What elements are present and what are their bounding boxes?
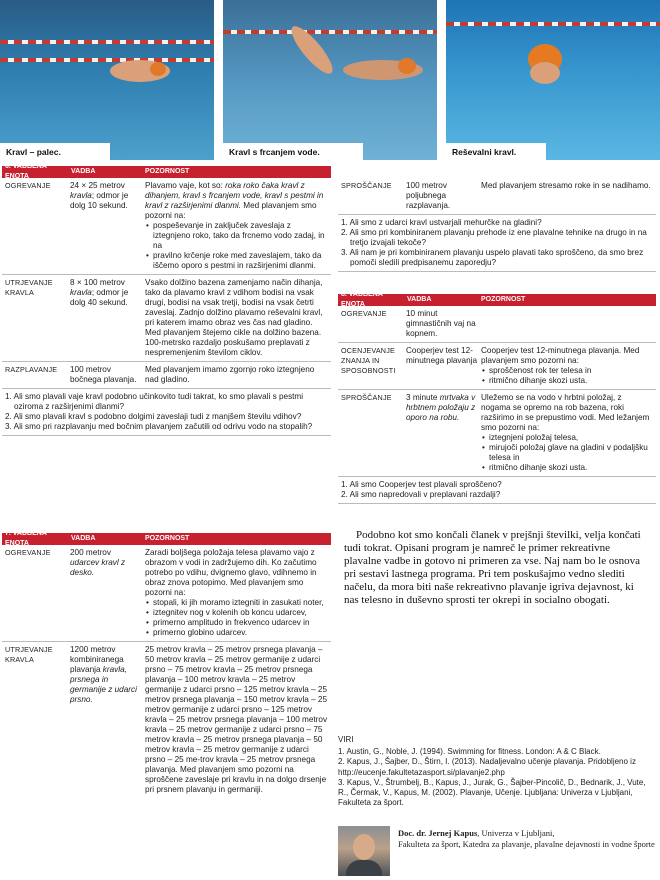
table-header [2,530,331,547]
row-focus: 25 metrov kravla – 25 metrov prsnega plavanja – 50 metrov kravla – 25 metrov germanije z udarci prsno – 75 metrov kravla – 25 metrov prsnega plavanja – 100 metrov kravla – 25 metrov germanije z udarci prsno – 125 metrov kravla – 25 metrov prsnega plavanja – 150 metrov kravla – 25 metrov germanije z udarci prsno – 125 metrov kravla – 25 metrov prsnega plavanja – 100 metrov kravla – 25 metrov germanije z udarci prsno – 75 metrov kravla – 25 metrov prsnega plavanja – 50 metrov kravla – 25 metrov germanije z udarci prsno – 25 me-trov kravla – 25 metrov prsnega plavanja. Med plavanjem smo pozorni na sproščene zaveslaje pri kravlu in na dolgo drsenje pri prsnem plavanju in germaniji. [145,645,328,794]
question: 2. Ali smo napredovali v preplavani razdalji? [341,490,501,499]
photo-kravl-frcanje [223,0,437,160]
row-exercise: 100 metrov poljubnega razplavanja. [406,181,451,210]
row-exercise: Cooperjev test 12-minutnega plavanja [406,346,478,365]
list-item: • ritmično dihanje skozi usta. [481,463,653,473]
author-face [353,834,375,860]
table-unit-6 [2,163,331,436]
row-exercise: 3 minute mrtvaka v hrbtnem položaju z oporo na robu. [406,393,476,422]
row-focus: Med plavanjem imamo zgornjo roko iztegnjeno nad gladino. [145,365,315,384]
list-item: • ritmično dihanje skozi usta. [481,376,653,386]
control-questions [338,477,656,504]
table-header [2,163,331,180]
row-focus: Vsako dolžino bazena zamenjamo način dihanja, tako da plavamo kravl z vdihom bodisi na vsak drugi, bodisi na vsak tretji, bodisi na vsak četrti zaveslaj. Zadnjo dolžino plavamo reševalni kravl, pri katerem imamo obraz ves čas nad gladino. Med plavanjem štejemo cikle na dolžino bazena. 100-metrsko razdaljo poskušamo preplavati z nespremenjenim številom ciklov. [145,278,323,357]
header-focus: POZORNOST [481,296,526,303]
row-exercise: 8 × 100 metrov kravla; odmor je dolg 40 sekund. [70,278,129,307]
list-item: • iztegnjeni položaj telesa, [481,433,653,443]
list-item: • mirujoči položaj glave na gladini v podaljšku telesa in [481,443,653,463]
header-focus: POZORNOST [145,168,190,175]
question: 1. Ali smo Cooperjev test plavali sproščeno? [341,480,502,489]
table-row [338,178,656,215]
source-item: 1. Austin, G., Noble, J. (1994). Swimming for fitness. London: A & C Black. [338,747,601,757]
lane-rope [0,58,214,62]
question: 2. Ali smo plavali kravl s podobno dolgimi zaveslaji tudi z manjšem številu vdihov? [5,412,302,421]
row-focus: Uležemo se na vodo v hrbtni položaj, z nogama se opremo na rob bazena, roki razširimo in se prepustimo vodi. Med ležanjem smo pozorni na: • iztegnjeni položaj telesa, • mirujoči položaj glave na gladini v podaljšku telesa in • ritmično dihanje skozi usta. [478,393,656,473]
header-unit: 6. VADBENA ENOTA [5,163,47,180]
row-focus: Zaradi boljšega položaja telesa plavamo vajo z obrazom v vodi in zadržujemo dih. Ko začutimo potrebo po vdihu, dvignemo glavo, vdihnemo in obraz znova potopimo. Med plavanjem smo pozorni na: • stopali, ki jih moramo iztegniti in zasukati noter, • iztegnitev nog v kolenih ob koncu udarcev, • primerno amplitudo in frekvenco udarcev in • primerno globino udarcev. [142,548,331,638]
pool-water [223,0,437,160]
row-label: SPROŠČANJE [341,181,392,190]
row-label: UTRJEVANJE KRAVLA [5,645,53,664]
row-exercise: 24 × 25 metrov kravla; odmor je dolg 10 sekund. [70,181,129,210]
header-focus: POZORNOST [145,535,190,542]
swim-cap [398,58,416,74]
author-shirt [346,860,382,876]
table-row [2,362,331,389]
photo-caption: Kravl s frcanjem vode. [223,143,363,160]
row-exercise: 200 metrov udarcev kravl z desko. [70,548,126,577]
header-exercise: VADBA [407,296,432,303]
author-department: Fakulteta za šport, Katedra za plavanje, plavalne dejavnosti in vodne športe [398,838,655,849]
swimmer-face [530,62,560,84]
row-label: UTRJEVANJE KRAVLA [5,278,53,297]
list-item: • pravilno krčenje roke med zaveslajem, tako da iščemo oporo s pestmi in razširjenimi dlanmi. [145,251,328,271]
table-row [338,390,656,477]
list-item: • sproščenost rok ter telesa in [481,366,653,376]
swim-cap [150,62,166,76]
list-item: • primerno amplitudo in frekvenco udarcev in [145,618,328,628]
table-unit-7-continued [338,178,656,272]
table-row [2,178,331,275]
row-focus: Cooperjev test 12-minutnega plavanja. Med plavanjem smo pozorni na: • sproščenost rok ter telesa in • ritmično dihanje skozi usta. [478,346,656,386]
control-questions [338,215,656,272]
row-label: RAZPLAVANJE [5,365,58,374]
closing-paragraph: Podobno kot smo končali članek v prejšnji številki, velja končati tudi tokrat. Opisani program je namreč le primer rekreativne plavalne vadbe in gotovo ni primeren za vse. Naj nam bo le osnova pri sestavi lastnega programa. Pri tem poskušajmo vedno slediti načelu, da mora biti naše rekreativno plavanje igriva dejavnost, ki nas telesno in duševno sprosti ter okrepi in socialno obogati. [344,529,641,606]
row-exercise: 100 metrov bočnega plavanja. [70,365,137,384]
list-item: • stopali, ki jih moramo iztegniti in zasukati noter, [145,598,328,608]
header-unit: 8. VADBENA ENOTA [341,291,383,308]
table-row [2,642,331,798]
author-text [390,826,655,876]
photo-caption: Kravl – palec. [0,143,110,160]
header-unit: 7. VADBENA ENOTA [5,530,47,547]
row-label: SPROŠČANJE [341,393,392,402]
sources [338,735,656,808]
row-label: OGREVANJE [341,309,387,318]
lane-rope [0,40,214,44]
header-exercise: VADBA [71,168,96,175]
photo-resevalni-kravl [446,0,660,160]
author-name: Doc. dr. Jernej Kapus [398,828,478,838]
list-item: • iztegnitev nog v kolenih ob koncu udarcev, [145,608,328,618]
row-label: OGREVANJE [5,181,51,190]
photo-caption: Reševalni kravl. [446,143,546,160]
source-item: 2. Kapus, J., Šajber, D., Štirn, I. (2013). Nadaljevalno učenje plavanja. Pridobljeno iz http://eucenje.fakultetazasport.si/plavanje2.php [338,757,636,777]
lane-rope [446,22,660,26]
source-item: 3. Kapus, V., Štrumbelj, B., Kapus, J., Jurak, G., Šajber-Pincolič, D., Bednarik, J., Vute, R., Čermak, V., Kapus, M. (2002). Plavanje, Učenje. Ljubljana: Univerza v Ljubljani, Fakulteta za šport. [338,777,646,808]
table-unit-7 [2,530,331,798]
table-header [338,291,656,308]
row-label: OGREVANJE [5,548,51,557]
lane-rope [223,30,437,34]
row-focus: Plavamo vaje, kot so: roka roko čaka kravl z dihanjem, kravl s frcanjem vode, kravl s pestmi in kravl z razširjenimi dlanmi. Med plavanjem smo pozorni na: • pospeševanje in zaključek zaveslaja z iztegnjeno roko, tako da frcnemo vodo zadaj, in na • pravilno krčenje roke med zaveslajem, tako da iščemo oporo s pestmi in razširjenimi dlanmi. [142,181,331,271]
author-affiliation: , Univerza v Ljubljani, [477,828,555,838]
row-exercise: 1200 metrov kombiniranega plavanja kravla, prsnega in germanije z udarci prsno. [70,645,137,704]
question: 1. Ali smo z udarci kravl ustvarjali mehurčke na gladini? [341,218,542,227]
question: 3. Ali smo pri razplavanju med bočnim plavanjem začutili od odrivu vodo na stopalih? [5,422,313,431]
table-unit-8 [338,291,656,504]
author-photo [338,826,390,876]
list-item: • pospeševanje in zaključek zaveslaja z iztegnjeno roko, tako da frcnemo vodo zadaj, in na [145,221,328,251]
header-exercise: VADBA [71,535,96,542]
table-row [338,343,656,390]
question: 2. Ali smo pri kombiniranem plavanju prehode iz ene plavalne tehnike na drugo in na tretjo izvajali tekoče? [341,228,647,247]
row-focus [478,309,656,339]
table-row [338,306,656,343]
row-label: OCENJEVANJE ZNANJA IN SPOSOBNOSTI [341,346,396,375]
pool-water [0,0,214,160]
author-box [338,826,656,876]
table-row [2,545,331,642]
row-exercise: 10 minut gimnastičnih vaj na kopnem. [406,309,476,338]
control-questions [2,389,331,436]
question: 1. Ali smo plavali vaje kravl podobno učinkovito tudi takrat, ko smo plavali s pestmi oziroma z razširjenimi dlanmi? [5,392,304,411]
table-row [2,275,331,362]
question: 3. Ali nam je pri kombiniranem plavanju uspelo plavati tako sproščeno, da smo brez pomoči sledili predpisanemu zaporedju? [341,248,644,267]
list-item: • primerno globino udarcev. [145,628,328,638]
sources-title: VIRI [338,735,354,744]
photo-kravl-palec [0,0,214,160]
row-focus: Med plavanjem stresamo roke in se nadihamo. [481,181,651,190]
